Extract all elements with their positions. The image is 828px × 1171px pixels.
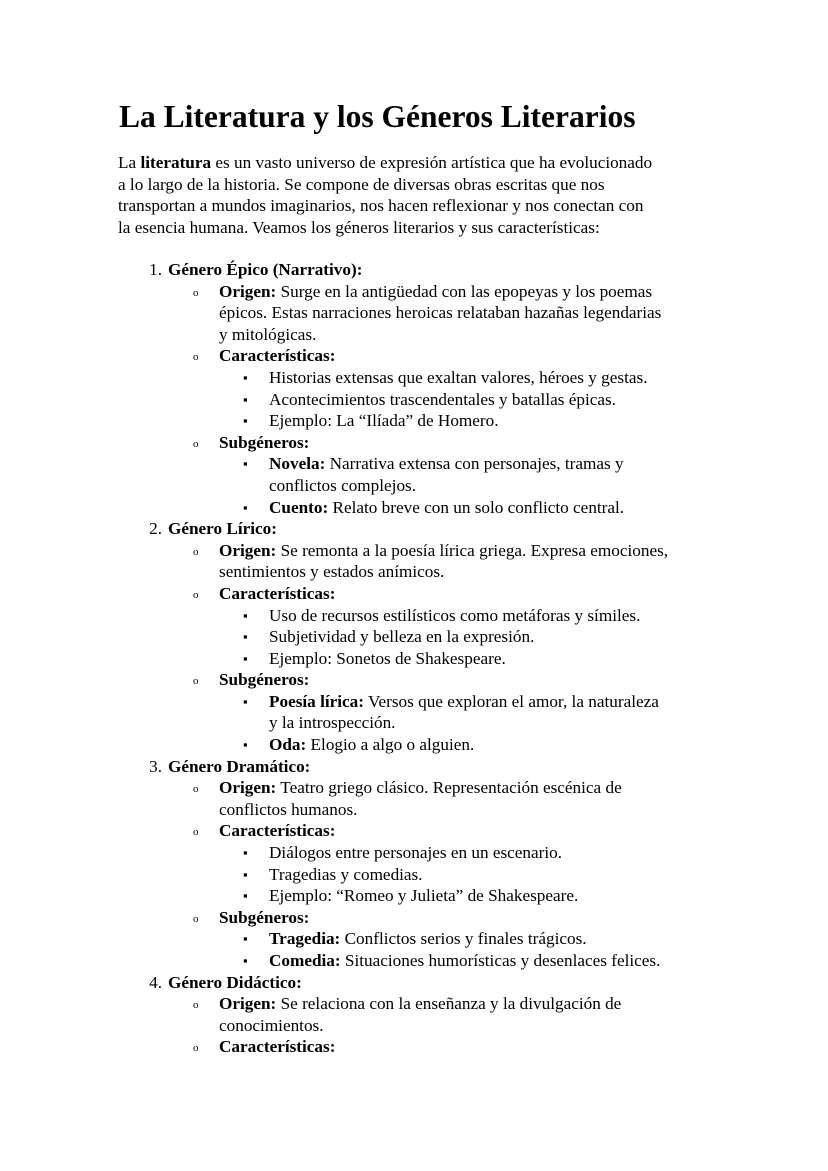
- origin-text: [219, 993, 621, 1015]
- origin-line: [0, 302, 828, 324]
- circle-bullet-icon: o: [193, 783, 199, 796]
- square-bullet-icon: ▪: [243, 413, 248, 429]
- features-heading: [0, 820, 828, 842]
- subgenre-item: [0, 734, 828, 756]
- subgenres-label-text: Subgéneros:: [219, 670, 310, 690]
- subgenre-text: [269, 475, 416, 497]
- subgenres-heading: [0, 907, 828, 929]
- origin-line: [0, 993, 828, 1015]
- subgenre-item: [0, 691, 828, 713]
- origin-line: [0, 777, 828, 799]
- genre-title-text: Género Dramático:: [168, 756, 311, 776]
- features-heading: [0, 583, 828, 605]
- intro-line-1: [118, 152, 718, 174]
- genre-heading: [0, 756, 828, 778]
- subgenre-description: Conflictos serios y finales trágicos.: [340, 929, 587, 949]
- genre-title-text: Género Didáctico:: [168, 972, 302, 992]
- genre-title: [168, 518, 277, 540]
- origin-text: [219, 799, 357, 821]
- origin-text: [219, 324, 316, 346]
- subgenre-item: [0, 950, 828, 972]
- list-number: 1.: [149, 260, 162, 279]
- square-bullet-icon: ▪: [243, 456, 248, 472]
- circle-bullet-icon: o: [193, 912, 199, 925]
- origin-text-part: conflictos humanos.: [219, 799, 358, 819]
- feature-item: [0, 626, 828, 648]
- feature-item: [0, 648, 828, 670]
- subgenre-name: Comedia:: [269, 951, 341, 970]
- subgenres-heading: [0, 669, 828, 691]
- subgenre-description: conflictos complejos.: [269, 475, 417, 495]
- origin-text: [219, 302, 661, 324]
- subgenre-name: Oda:: [269, 735, 307, 755]
- genre-list: [0, 259, 828, 1058]
- subgenre-item: [0, 475, 828, 497]
- features-label: [219, 345, 335, 367]
- origin-text-part: Surge en la antigüedad con las epopeyas y los poemas: [276, 281, 653, 301]
- circle-bullet-icon: o: [193, 1042, 199, 1055]
- square-bullet-icon: ▪: [243, 650, 248, 666]
- circle-bullet-icon: o: [193, 826, 199, 839]
- features-label-text: Características:: [219, 821, 336, 841]
- origin-line: [0, 799, 828, 821]
- subgenres-label: [219, 907, 309, 929]
- origin-text-part: Teatro griego clásico. Representación escénica de: [276, 778, 622, 798]
- origin-line: [0, 540, 828, 562]
- origin-text: [219, 777, 622, 799]
- subgenre-text: [269, 453, 624, 475]
- genre-title: [168, 756, 310, 778]
- genre-heading: [0, 259, 828, 281]
- subgenre-description: Situaciones humorísticas y desenlaces felices.: [340, 951, 661, 970]
- square-bullet-icon: ▪: [243, 391, 248, 407]
- feature-item: [0, 885, 828, 907]
- subgenre-text: [269, 712, 395, 734]
- origin-label: Origen:: [219, 778, 277, 798]
- genre-title-text: Género Épico (Narrativo):: [168, 260, 363, 279]
- origin-text-part: Se relaciona con la enseñanza y la divulgación de: [276, 994, 622, 1014]
- genre-title: [168, 972, 302, 994]
- subgenre-name: Poesía lírica:: [269, 691, 364, 711]
- subgenre-item: [0, 712, 828, 734]
- origin-label: Origen:: [219, 994, 277, 1014]
- intro-paragraph: [118, 152, 718, 238]
- origin-label: Origen:: [219, 540, 277, 560]
- circle-bullet-icon: o: [193, 286, 199, 299]
- origin-label: Origen:: [219, 281, 277, 301]
- circle-bullet-icon: o: [193, 588, 199, 601]
- features-label-text: Características:: [219, 346, 336, 366]
- origin-text: [219, 561, 444, 583]
- feature-item: [0, 389, 828, 411]
- feature-text: Diálogos entre personajes en un escenario.: [269, 843, 563, 863]
- feature-text: Uso de recursos estilísticos como metáforas y símiles.: [269, 605, 641, 625]
- genre-heading: [0, 518, 828, 540]
- subgenre-description: Narrativa extensa con personajes, tramas y: [325, 454, 624, 474]
- genre-title: [168, 259, 362, 281]
- feature-item: [0, 842, 828, 864]
- square-bullet-icon: ▪: [243, 607, 248, 623]
- origin-line: [0, 281, 828, 303]
- origin-text: [219, 281, 652, 303]
- list-number: 4.: [149, 972, 162, 992]
- origin-text-part: Se remonta a la poesía lírica griega. Expresa emociones,: [276, 540, 669, 560]
- feature-item: [0, 605, 828, 627]
- subgenre-description: Versos que exploran el amor, la naturaleza: [363, 691, 659, 711]
- subgenres-label: [219, 432, 309, 454]
- origin-text: [219, 540, 668, 562]
- genre-heading: [0, 972, 828, 994]
- subgenre-text: [269, 497, 624, 519]
- subgenre-name: Tragedia:: [269, 929, 341, 949]
- origin-text-part: épicos. Estas narraciones heroicas relataban hazañas legendarias: [219, 303, 662, 323]
- origin-text-part: conocimientos.: [219, 1015, 324, 1035]
- subgenre-name: Cuento:: [269, 497, 329, 517]
- feature-text: Historias extensas que exaltan valores, héroes y gestas.: [269, 367, 648, 387]
- subgenre-description: Elogio a algo o alguien.: [306, 735, 475, 755]
- square-bullet-icon: ▪: [243, 888, 248, 904]
- origin-text-part: sentimientos y estados anímicos.: [219, 562, 445, 582]
- circle-bullet-icon: o: [193, 351, 199, 364]
- origin-text: [219, 1015, 324, 1037]
- origin-line: [0, 324, 828, 346]
- subgenre-text: [269, 734, 474, 756]
- circle-bullet-icon: o: [193, 675, 199, 688]
- features-label-text: Características:: [219, 1037, 336, 1057]
- feature-text: Subjetividad y belleza en la expresión.: [269, 627, 535, 647]
- features-label: [219, 583, 335, 605]
- subgenre-item: [0, 497, 828, 519]
- subgenre-text: [269, 691, 659, 713]
- subgenres-label: [219, 669, 309, 691]
- circle-bullet-icon: o: [193, 437, 199, 450]
- square-bullet-icon: ▪: [243, 953, 248, 968]
- subgenre-text: [269, 928, 587, 950]
- square-bullet-icon: ▪: [243, 845, 248, 861]
- intro-line-4: la esencia humana. Veamos los géneros literarios y sus características:: [118, 217, 600, 237]
- subgenre-item: [0, 928, 828, 950]
- subgenres-label-text: Subgéneros:: [219, 432, 310, 452]
- origin-line: [0, 1015, 828, 1037]
- square-bullet-icon: ▪: [243, 866, 248, 882]
- features-heading: [0, 1036, 828, 1058]
- feature-text: Ejemplo: La “Ilíada” de Homero.: [269, 411, 499, 431]
- intro-line-3: transportan a mundos imaginarios, nos hacen reflexionar y nos conectan con: [118, 196, 644, 216]
- feature-text: Tragedias y comedias.: [269, 864, 423, 884]
- feature-item: [0, 410, 828, 432]
- list-number: 3.: [149, 756, 162, 776]
- feature-text: Acontecimientos trascendentales y batallas épicas.: [269, 389, 616, 409]
- list-number: 2.: [149, 519, 162, 539]
- square-bullet-icon: ▪: [243, 737, 248, 753]
- subgenres-heading: [0, 432, 828, 454]
- square-bullet-icon: ▪: [243, 499, 248, 515]
- intro-text: La: [118, 153, 141, 172]
- square-bullet-icon: ▪: [243, 931, 248, 947]
- square-bullet-icon: ▪: [243, 693, 248, 709]
- features-heading: [0, 345, 828, 367]
- document-title: La Literatura y los Géneros Literarios: [119, 99, 636, 134]
- feature-text: Ejemplo: “Romeo y Julieta” de Shakespeare.: [269, 886, 579, 906]
- intro-text: es un vasto universo de expresión artística que ha evolucionado: [211, 153, 653, 172]
- circle-bullet-icon: o: [193, 545, 199, 558]
- subgenres-label-text: Subgéneros:: [219, 907, 310, 927]
- features-label: [219, 820, 335, 842]
- origin-text-part: y mitológicas.: [219, 324, 317, 344]
- intro-keyword: literatura: [140, 153, 212, 172]
- feature-item: [0, 367, 828, 389]
- features-label-text: Características:: [219, 583, 336, 603]
- subgenre-text: [269, 950, 660, 972]
- genre-title-text: Género Lírico:: [168, 519, 277, 539]
- subgenre-name: Novela:: [269, 454, 326, 474]
- origin-line: [0, 561, 828, 583]
- feature-text: Ejemplo: Sonetos de Shakespeare.: [269, 648, 506, 668]
- subgenre-description: Relato breve con un solo conflicto central.: [328, 497, 625, 517]
- subgenre-item: [0, 453, 828, 475]
- subgenre-description: y la introspección.: [269, 713, 396, 733]
- circle-bullet-icon: o: [193, 999, 199, 1012]
- feature-item: [0, 864, 828, 886]
- square-bullet-icon: ▪: [243, 369, 248, 385]
- features-label: [219, 1036, 335, 1058]
- square-bullet-icon: ▪: [243, 629, 248, 645]
- intro-line-2: a lo largo de la historia. Se compone de diversas obras escritas que nos: [118, 174, 605, 194]
